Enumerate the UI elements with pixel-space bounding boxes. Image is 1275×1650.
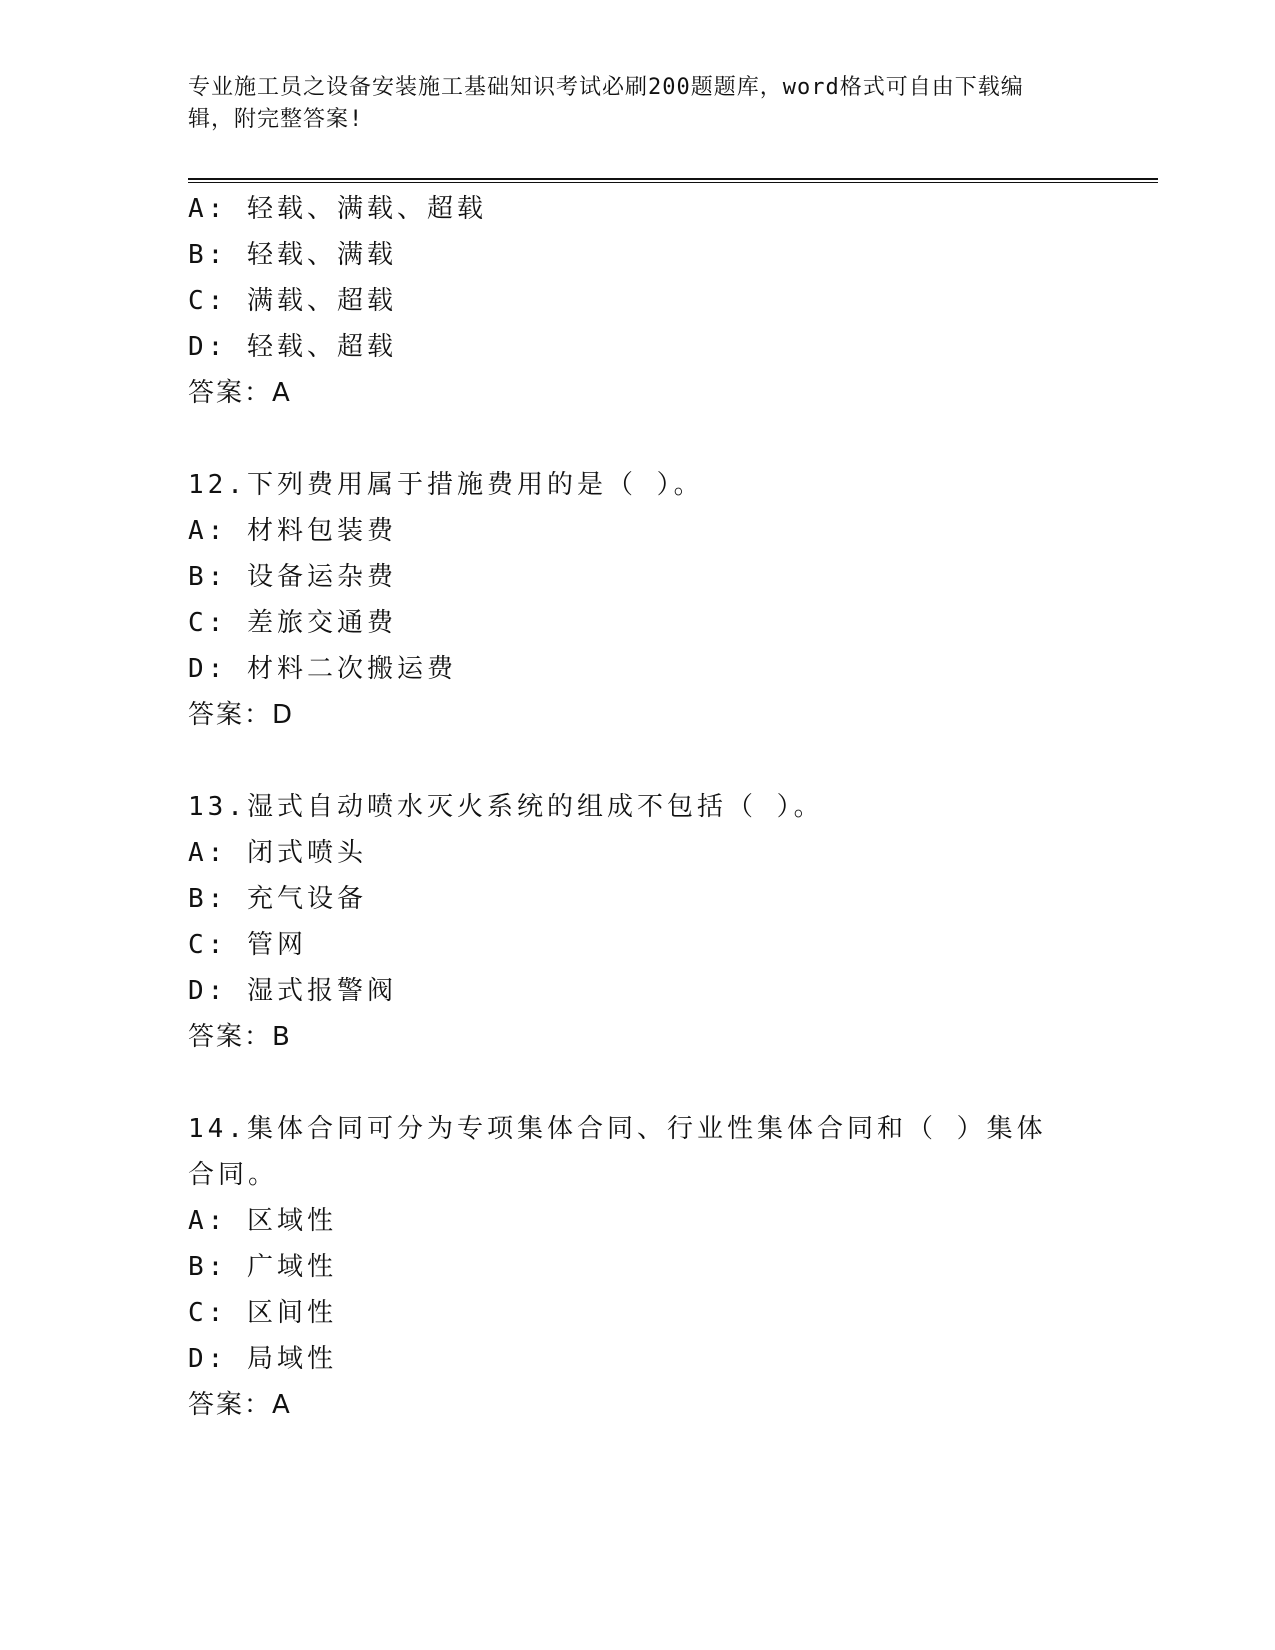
question-13 [188, 784, 1088, 1060]
option-b: B: 轻载、满载 [188, 240, 397, 270]
option-a: A: 闭式喷头 [188, 838, 367, 868]
answer-line: 答案：A [188, 378, 292, 408]
question-title: 12.下列费用属于措施费用的是（ ）。 [188, 470, 704, 500]
question-14 [188, 1106, 1088, 1428]
option-d: D: 轻载、超载 [188, 332, 397, 362]
question-title: 14.集体合同可分为专项集体合同、行业性集体合同和（ ）集体合同。 [188, 1114, 1047, 1190]
option-d: D: 湿式报警阀 [188, 976, 397, 1006]
option-a: A: 轻载、满载、超载 [188, 194, 487, 224]
document-header-title: 专业施工员之设备安装施工基础知识考试必刷200题题库，word格式可自由下载编辑，附完整答案! [188, 75, 1024, 132]
option-c: C: 差旅交通费 [188, 608, 397, 638]
option-b: B: 设备运杂费 [188, 562, 397, 592]
document-content [188, 186, 1088, 1428]
answer-line: 答案：B [188, 1022, 292, 1052]
option-c: C: 区间性 [188, 1298, 337, 1328]
option-b: B: 广域性 [188, 1252, 337, 1282]
option-c: C: 满载、超载 [188, 286, 397, 316]
option-b: B: 充气设备 [188, 884, 367, 914]
partial-question [188, 186, 1088, 416]
header-rule-thick [188, 178, 1158, 180]
answer-line: 答案：D [188, 700, 295, 730]
option-d: D: 局域性 [188, 1344, 337, 1374]
option-a: A: 材料包装费 [188, 516, 397, 546]
answer-line: 答案：A [188, 1390, 292, 1420]
option-c: C: 管网 [188, 930, 307, 960]
question-title: 13.湿式自动喷水灭火系统的组成不包括（ ）。 [188, 792, 824, 822]
header-rule-thin [188, 182, 1158, 183]
option-d: D: 材料二次搬运费 [188, 654, 457, 684]
option-a: A: 区域性 [188, 1206, 337, 1236]
question-12 [188, 462, 1088, 738]
